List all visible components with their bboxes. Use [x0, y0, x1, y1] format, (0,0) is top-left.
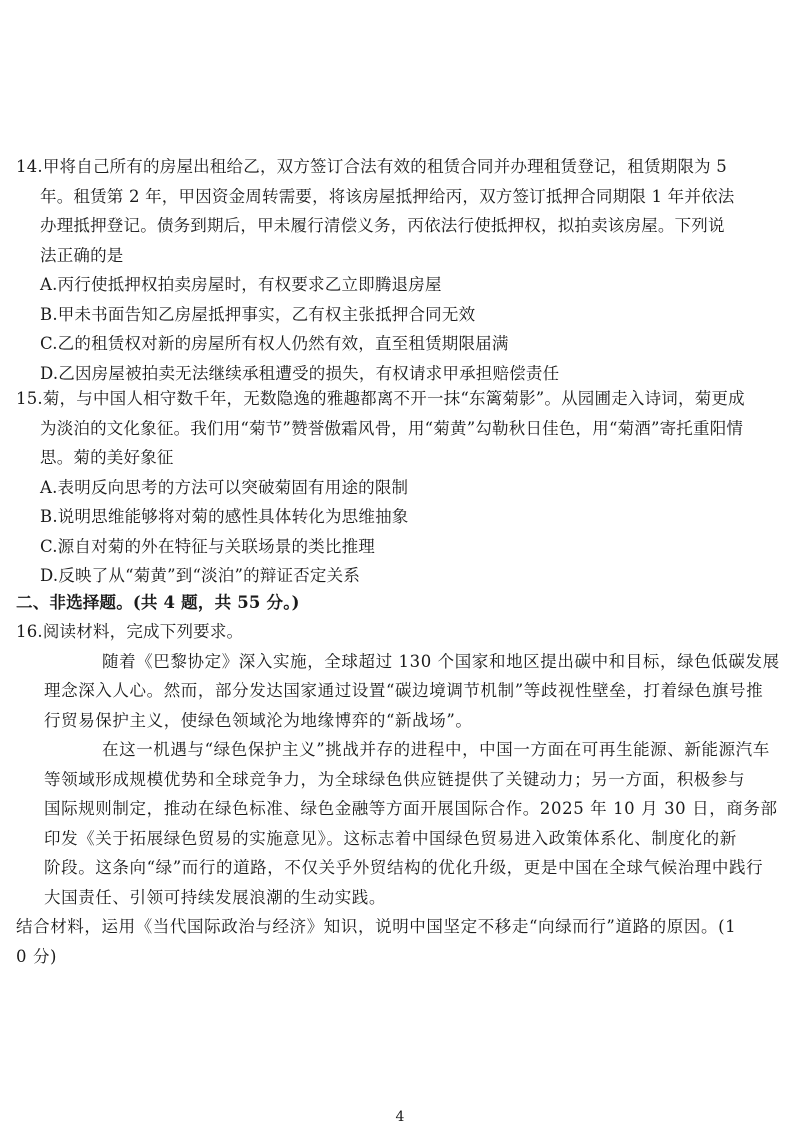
- question-16: [16, 617, 788, 971]
- q15-stem-line: 为淡泊的文化象征。我们用“菊节”赞誉傲霜风骨，用“菊黄”勾勒秋日佳色，用“菊酒”寄托重阳情: [40, 418, 744, 438]
- section-2: [16, 588, 788, 618]
- q14-stem-line: 年。租赁第 2 年，甲因资金周转需要，将该房屋抵押给丙，双方签订抵押合同期限 1 年并依法: [40, 186, 735, 206]
- section-heading: 二、非选择题。(共 4 题，共 55 分。): [16, 593, 300, 612]
- q16-material-line: 行贸易保护主义，使绿色领域沦为地缘博弈的“新战场”。: [44, 710, 473, 730]
- q14-option-a: A.丙行使抵押权拍卖房屋时，有权要求乙立即腾退房屋: [40, 275, 442, 294]
- q14-option-c: C.乙的租赁权对新的房屋所有权人仍然有效，直至租赁期限届满: [40, 334, 509, 353]
- q14-stem-line: 14.甲将自己所有的房屋出租给乙，双方签订合法有效的租赁合同并办理租赁登记，租赁期限为 5: [16, 157, 727, 176]
- q16-material-line: 随着《巴黎协定》深入实施，全球超过 130 个国家和地区提出碳中和目标，绿色低碳发展: [102, 651, 780, 671]
- q16-material-line: 在这一机遇与“绿色保护主义”挑战并存的进程中，中国一方面在可再生能源、新能源汽车: [102, 740, 770, 759]
- question-14: [16, 152, 788, 388]
- q16-material-line: 阶段。这条向“绿”而行的道路，不仅关乎外贸结构的优化升级，更是中国在全球气候治理中践行: [44, 858, 764, 877]
- q15-option-d: D.反映了从“菊黄”到“淡泊”的辩证否定关系: [40, 566, 361, 585]
- question-15: [16, 384, 788, 591]
- q15-stem-line: 15.菊，与中国人相守数千年，无数隐逸的雅趣都离不开一抹“东篱菊影”。从园圃走入诗词，菊更成: [16, 389, 745, 408]
- q16-material-line: 印发《关于拓展绿色贸易的实施意见》。这标志着中国绿色贸易进入政策体系化、制度化的新: [44, 828, 737, 848]
- q16-title: 16.阅读材料，完成下列要求。: [16, 622, 244, 641]
- q15-option-b: B.说明思维能够将对菊的感性具体转化为思维抽象: [40, 507, 409, 526]
- q15-option-a: A.表明反向思考的方法可以突破菊固有用途的限制: [40, 477, 409, 497]
- q16-material-line: 大国责任、引领可持续发展浪潮的生动实践。: [44, 887, 386, 907]
- q16-material-line: 理念深入人心。然而，部分发达国家通过设置“碳边境调节机制”等歧视性壁垒，打着绿色旗号推: [44, 681, 764, 700]
- q16-material-line: 等领域形成规模优势和全球竞争力，为全球绿色供应链提供了关键动力；另一方面，积极参与: [44, 769, 746, 789]
- q15-stem-line: 思。菊的美好象征: [40, 448, 174, 467]
- q15-option-c: C.源自对菊的外在特征与关联场景的类比推理: [40, 536, 375, 556]
- q16-question-line: 结合材料，运用《当代国际政治与经济》知识，说明中国坚定不移走“向绿而行”道路的原因。(1: [16, 917, 737, 936]
- q14-stem-line: 法正确的是: [40, 245, 124, 265]
- q16-material-line: 国际规则制定，推动在绿色标准、绿色金融等方面开展国际合作。2025 年 10 月 30 日，商务部: [44, 799, 778, 818]
- q14-option-d: D.乙因房屋被拍卖无法继续承租遭受的损失，有权请求甲承担赔偿责任: [40, 363, 560, 383]
- q14-stem-line: 办理抵押登记。债务到期后，甲未履行清偿义务，丙依法行使抵押权，拟拍卖该房屋。下列说: [40, 216, 725, 235]
- q16-question-line: 0 分): [16, 946, 58, 966]
- page-number: 4: [395, 1109, 405, 1125]
- q14-option-b: B.甲未书面告知乙房屋抵押事实，乙有权主张抵押合同无效: [40, 304, 476, 324]
